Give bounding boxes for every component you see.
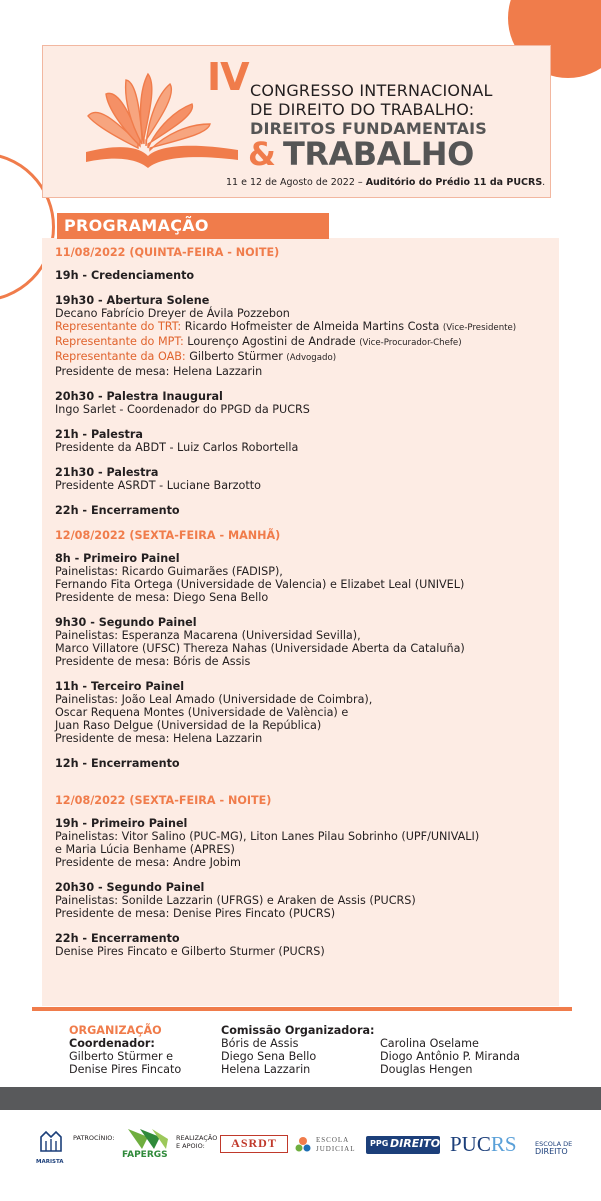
- event-text: Painelistas: Ricardo Guimarães (FADISP),: [55, 565, 283, 578]
- committee-member: Diego Sena Bello: [221, 1050, 317, 1063]
- coordinator-name-1: Gilberto Stürmer e: [69, 1050, 174, 1063]
- event-line: [55, 441, 555, 454]
- event-text: Oscar Requena Montes (Universidade de València) e: [55, 706, 349, 719]
- escola-label: ESCOLA: [316, 1136, 350, 1144]
- event-text: Marco Villatore (UFSC) Thereza Nahas (Universidade Aberta da Cataluña): [55, 642, 465, 655]
- committee-member: Carolina Oselame: [380, 1037, 479, 1050]
- realizacao-label-1: REALIZAÇÃO: [176, 1134, 218, 1142]
- title-ampersand: &: [248, 135, 276, 173]
- escola-judicial-logo-icon: [294, 1135, 312, 1155]
- coordinator-name-2: Denise Pires Fincato: [69, 1063, 182, 1076]
- event-text: Painelistas: Sonilde Lazzarin (UFRGS) e Araken de Assis (PUCRS): [55, 894, 416, 907]
- program-event: [55, 932, 555, 958]
- event-title: 20h30 - Palestra Inaugural: [55, 390, 223, 403]
- date-place: Auditório do Prédio 11 da PUCRS: [365, 177, 543, 188]
- event-line: [55, 479, 555, 492]
- program-event: [55, 390, 555, 416]
- event-text: Ricardo Hofmeister de Almeida Martins Costa: [184, 320, 443, 333]
- program-list: [55, 246, 555, 958]
- event-line: [55, 307, 555, 320]
- event-line: [55, 719, 555, 732]
- committee-member: Bóris de Assis: [221, 1037, 299, 1050]
- event-line: [55, 945, 555, 958]
- event-line: [55, 578, 555, 591]
- event-line: [55, 365, 555, 378]
- fapergs-logo-icon: [126, 1125, 170, 1151]
- event-line: [55, 706, 555, 719]
- committee-heading: Comissão Organizadora:: [221, 1024, 375, 1037]
- escola-direito-label-1: ESCOLA DE: [535, 1140, 573, 1148]
- event-line: [55, 693, 555, 706]
- pucrs-label-a: PUC: [450, 1132, 491, 1156]
- event-text: Gilberto Stürmer: [189, 350, 287, 363]
- event-text: Presidente de mesa: Denise Pires Fincato (PUCRS): [55, 907, 336, 920]
- date-prefix: 11 e 12 de Agosto de 2022 –: [226, 177, 366, 188]
- event-text: Presidente da ABDT - Luiz Carlos Robortella: [55, 441, 299, 454]
- event-title: 19h - Credenciamento: [55, 269, 195, 282]
- event-text: Presidente de mesa: Andre Jobim: [55, 856, 241, 869]
- program-event: [55, 881, 555, 920]
- asrdt-logo: ASRDT: [220, 1135, 288, 1153]
- event-line: [55, 320, 555, 335]
- event-text: Presidente ASRDT - Luciane Barzotto: [55, 479, 261, 492]
- committee-member: Diogo Antônio P. Miranda: [380, 1050, 521, 1063]
- pucrs-logo: [450, 1134, 517, 1155]
- program-event: [55, 680, 555, 745]
- event-role: Representante da OAB:: [55, 350, 190, 363]
- committee-member: Helena Lazzarin: [221, 1063, 311, 1076]
- event-line: [55, 732, 555, 745]
- event-text: Fernando Fita Ortega (Universidade de Valencia) e Elizabet Leal (UNIVEL): [55, 578, 465, 591]
- event-line: [55, 843, 555, 856]
- event-text: Painelistas: João Leal Amado (Universidade de Coimbra),: [55, 693, 373, 706]
- event-text: Ingo Sarlet - Coordenador do PPGD da PUCRS: [55, 403, 310, 416]
- event-text: Decano Fabrício Dreyer de Ávila Pozzebon: [55, 307, 290, 320]
- program-event: [55, 552, 555, 604]
- program-event: [55, 269, 555, 282]
- program-event: [55, 757, 555, 770]
- escola-direito-label-2: DIREITO: [535, 1147, 568, 1156]
- event-role: Representante do MPT:: [55, 335, 188, 348]
- event-title: 19h - Primeiro Painel: [55, 817, 188, 830]
- event-text: e Maria Lúcia Benhame (APRES): [55, 843, 235, 856]
- footer-band: [0, 1087, 601, 1110]
- event-title: 12h - Encerramento: [55, 757, 180, 770]
- program-event: [55, 294, 555, 378]
- event-line: [55, 335, 555, 350]
- event-line: [55, 403, 555, 416]
- coordinator-label: Coordenador:: [69, 1037, 155, 1050]
- judicial-label: JUDICIAL: [316, 1145, 356, 1153]
- event-note: (Vice-Presidente): [442, 323, 517, 333]
- event-line: [55, 629, 555, 642]
- event-title: 20h30 - Segundo Painel: [55, 881, 205, 894]
- title-line-3: DIREITOS FUNDAMENTAIS: [250, 119, 487, 138]
- committee-block-2: [380, 1037, 520, 1076]
- event-date-place: [226, 178, 545, 188]
- title-line-2: DE DIREITO DO TRABALHO:: [250, 100, 475, 119]
- pucrs-label-b: RS: [490, 1132, 517, 1156]
- program-event: [55, 616, 555, 668]
- marista-label: MARISTA: [36, 1159, 64, 1165]
- title-line-4: TRABALHO: [283, 135, 474, 173]
- sponsors-bar: [0, 1110, 601, 1201]
- event-text: Painelistas: Esperanza Macarena (Universidad Sevilla),: [55, 629, 361, 642]
- patrocinio-label: PATROCÍNIO:: [73, 1134, 115, 1142]
- event-title: 19h30 - Abertura Solene: [55, 294, 210, 307]
- program-event: [55, 817, 555, 869]
- event-text: Painelistas: Vitor Salino (PUC-MG), Liton Lanes Pilau Sobrinho (UPF/UNIVALI): [55, 830, 480, 843]
- fapergs-label: FAPERGS: [122, 1150, 168, 1160]
- event-title: 22h - Encerramento: [55, 932, 180, 945]
- event-text: Presidente de mesa: Helena Lazzarin: [55, 732, 263, 745]
- program-event: [55, 504, 555, 517]
- event-line: [55, 591, 555, 604]
- event-text: Lourenço Agostini de Andrade: [187, 335, 360, 348]
- event-title: 11h - Terceiro Painel: [55, 680, 185, 693]
- event-title: 21h30 - Palestra: [55, 466, 159, 479]
- marista-logo-icon: [38, 1129, 64, 1153]
- event-line: [55, 350, 555, 365]
- event-note: (Advogado): [286, 353, 337, 363]
- event-note: (Vice-Procurador-Chefe): [359, 338, 462, 348]
- day-heading: 11/08/2022 (QUINTA-FEIRA - NOITE): [55, 246, 280, 259]
- ppg-label: PPG: [370, 1139, 389, 1148]
- organization-block: [69, 1024, 181, 1076]
- event-line: [55, 830, 555, 843]
- event-line: [55, 907, 555, 920]
- program-event: [55, 466, 555, 492]
- event-line: [55, 565, 555, 578]
- organization-heading: ORGANIZAÇÃO: [69, 1024, 162, 1037]
- event-text: Presidente de mesa: Bóris de Assis: [55, 655, 251, 668]
- event-title: 9h30 - Segundo Painel: [55, 616, 197, 629]
- event-line: [55, 642, 555, 655]
- event-text: Presidente de mesa: Diego Sena Bello: [55, 591, 269, 604]
- programacao-label: PROGRAMAÇÃO: [64, 216, 209, 235]
- event-title: 22h - Encerramento: [55, 504, 180, 517]
- day-heading: 12/08/2022 (SEXTA-FEIRA - NOITE): [55, 794, 272, 807]
- event-line: [55, 894, 555, 907]
- committee-member: Douglas Hengen: [380, 1063, 473, 1076]
- event-title: 21h - Palestra: [55, 428, 143, 441]
- event-text: Denise Pires Fincato e Gilberto Sturmer (PUCRS): [55, 945, 325, 958]
- title-line-1: CONGRESSO INTERNACIONAL: [250, 81, 493, 100]
- event-line: [55, 856, 555, 869]
- program-event: [55, 428, 555, 454]
- programacao-tab: [57, 213, 329, 239]
- divider-rule: [32, 1007, 572, 1011]
- committee-block: [221, 1024, 375, 1076]
- ppg-direito-logo: [366, 1136, 440, 1154]
- event-text: Presidente de mesa: Helena Lazzarin: [55, 365, 263, 378]
- event-line: [55, 655, 555, 668]
- date-suffix: .: [542, 177, 546, 188]
- event-role: Representante do TRT:: [55, 320, 185, 333]
- day-heading: 12/08/2022 (SEXTA-FEIRA - MANHÃ): [55, 529, 281, 542]
- event-text: Juan Raso Delgue (Universidad de la República): [55, 719, 322, 732]
- edition-numeral: IV: [207, 55, 249, 99]
- event-title: 8h - Primeiro Painel: [55, 552, 180, 565]
- direito-label: DIREITO: [390, 1137, 441, 1150]
- realizacao-label-2: E APOIO:: [176, 1142, 205, 1150]
